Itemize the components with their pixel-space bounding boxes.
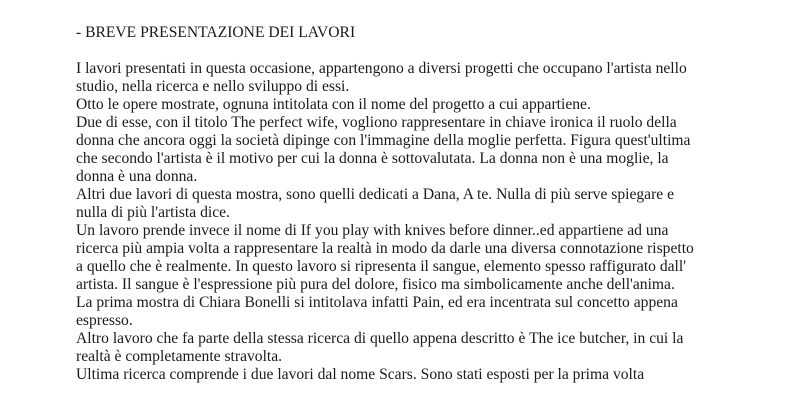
text-line: Altro lavoro che fa parte della stessa ricerca di quello appena descritto è The ice butcher, in cui la — [76, 330, 684, 347]
text-line: studio, nella ricerca e nello sviluppo di essi. — [76, 78, 350, 95]
text-line: che secondo l'artista è il motivo per cui la donna è sottovalutata. La donna non è una moglie, la — [76, 150, 669, 167]
text-line: a quello che è realmente. In questo lavoro si ripresenta il sangue, elemento spesso raffigurato dall' — [76, 258, 687, 275]
text-line: ricerca più ampia volta a rappresentare la realtà in modo da darle una diversa connotazione rispetto — [76, 240, 694, 257]
document-body — [76, 24, 776, 384]
body-text — [76, 60, 776, 384]
text-line: Ultima ricerca comprende i due lavori dal nome Scars. Sono stati esposti per la prima volta — [76, 366, 645, 383]
text-line: artista. Il sangue è l'espressione più pura del dolore, fisico ma simbolicamente anche dell'anima. — [76, 276, 675, 293]
text-line: Un lavoro prende invece il nome di If you play with knives before dinner..ed appartiene ad una — [76, 222, 669, 239]
paragraph-spacer — [76, 42, 776, 60]
section-heading: - BREVE PRESENTAZIONE DEI LAVORI — [76, 24, 356, 41]
text-line: donna che ancora oggi la società dipinge con l'immagine della moglie perfetta. Figura quest'ultima — [76, 132, 691, 149]
text-line: realtà è completamente stravolta. — [76, 348, 283, 365]
text-line: donna è una donna. — [76, 168, 198, 185]
text-line: La prima mostra di Chiara Bonelli si intitolava infatti Pain, ed era incentrata sul concetto appena — [76, 294, 678, 311]
text-line: espresso. — [76, 312, 133, 329]
text-line: Altri due lavori di questa mostra, sono quelli dedicati a Dana, A te. Nulla di più serve spiegare e — [76, 186, 675, 203]
text-line: nulla di più l'artista dice. — [76, 204, 230, 221]
text-line: Otto le opere mostrate, ognuna intitolata con il nome del progetto a cui appartiene. — [76, 96, 591, 113]
text-line: Due di esse, con il titolo The perfect wife, vogliono rappresentare in chiave ironica il ruolo della — [76, 114, 677, 131]
text-line: I lavori presentati in questa occasione, appartengono a diversi progetti che occupano l'artista nello — [76, 60, 687, 77]
